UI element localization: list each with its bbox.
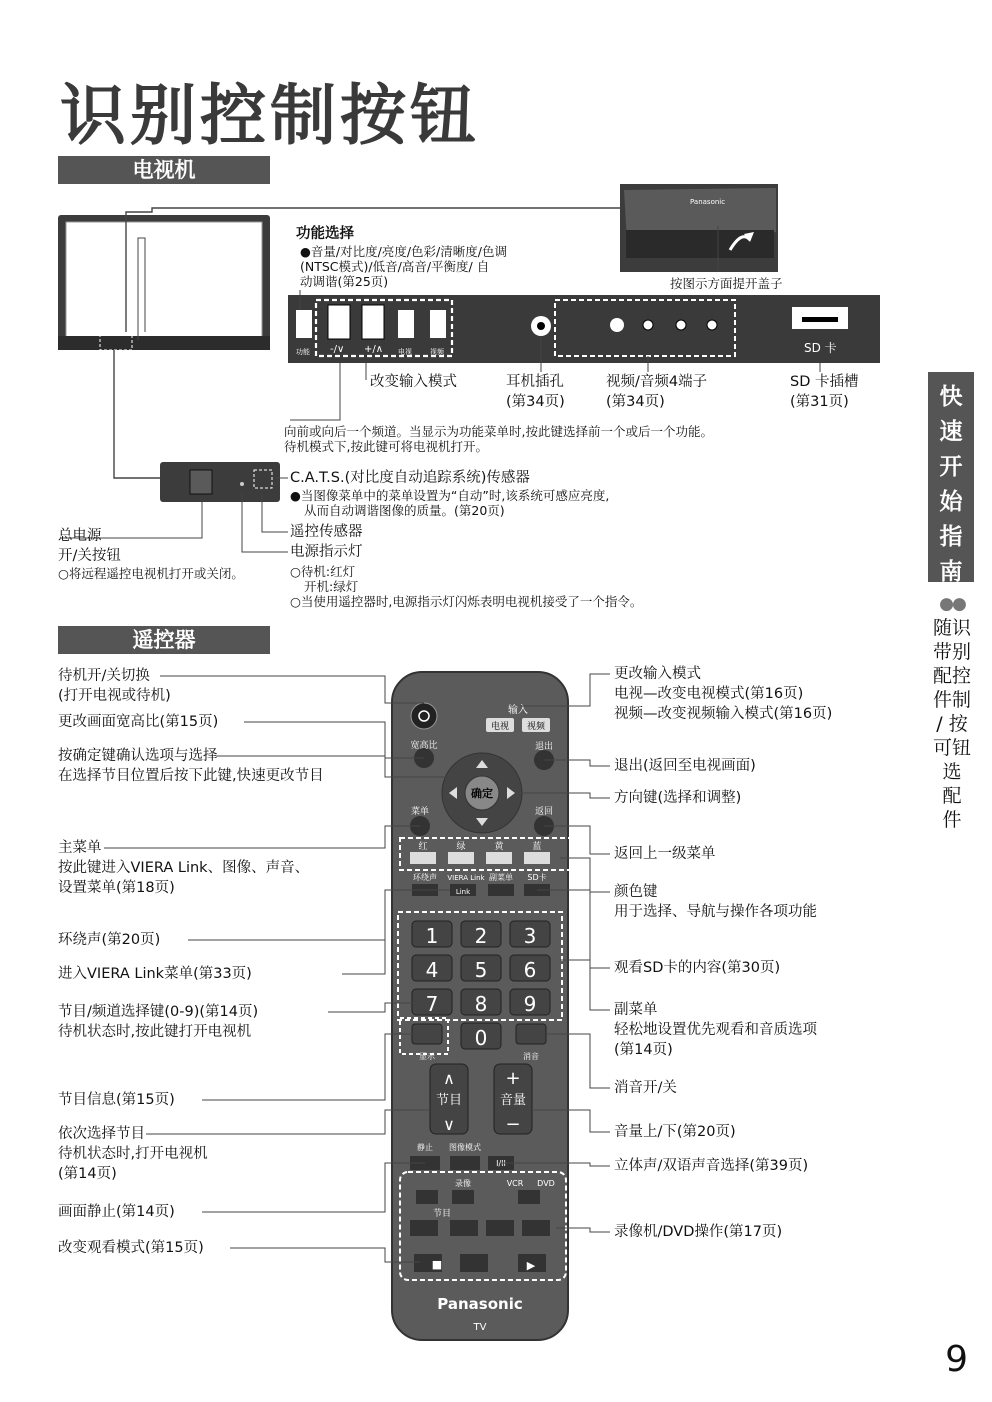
label-line: 向前或向后一个频道。当显示为功能菜单时,按此键选择前一个或后一个功能。 (284, 424, 713, 439)
remote-right-callout (614, 882, 817, 922)
side-sub-text: 随识 带别 配控 件制 / 按 可钮 选 配 件 (932, 617, 971, 831)
remote-right-callout (614, 1078, 677, 1098)
red-button[interactable] (410, 852, 436, 864)
label-line: ○待机:红灯 (290, 564, 356, 579)
next-channel-button[interactable] (450, 1220, 478, 1236)
link-key-label: Link (455, 888, 471, 896)
panel-brand-text: Panasonic (690, 198, 726, 206)
submenu-key-label: 副菜单 (489, 873, 513, 882)
digit-label: 7 (425, 992, 439, 1016)
svg-text:+: + (505, 1068, 521, 1089)
section-remote: 遥控器 (58, 626, 270, 654)
label-line: 录像机/DVD操作(第17页) (614, 1224, 783, 1240)
label-line: 主菜单 (58, 840, 102, 856)
label-line: 开/关按钮 (58, 548, 121, 564)
digit-label: 9 (523, 992, 537, 1016)
label-line: 在选择节目位置后按下此键,快速更改节目 (58, 768, 324, 784)
remote-left-callout (58, 1002, 258, 1042)
label-line: 视频—改变视频输入模式(第16页) (614, 706, 833, 722)
remote-left-callout (58, 746, 324, 786)
label-line: SD 卡插槽 (790, 374, 859, 390)
remote-right-callout (614, 1000, 817, 1060)
label-line: 返回上一级菜单 (614, 846, 716, 862)
label-line: 观看SD卡的内容(第30页) (614, 960, 781, 976)
remote-left-callout (58, 1090, 175, 1110)
remote-left-callout (58, 930, 160, 950)
green-key-label: 绿 (456, 842, 466, 852)
vcr-key-label: VCR (506, 1179, 524, 1188)
tv-panel-label: 电视 (398, 348, 412, 356)
remote-model-label: TV (473, 1322, 487, 1333)
exit-key-label: 退出 (534, 742, 554, 752)
freeze-key-label: 静止 (417, 1143, 433, 1152)
side-tab-label: 快速开始指南 (939, 384, 963, 585)
digit-label: 5 (474, 958, 488, 982)
label-line: 按此键进入VIERA Link、图像、声音、 (58, 860, 310, 876)
func-desc-line: (NTSC模式)/低音/高音/平衡度/ 自 (300, 259, 490, 274)
label-line: 立体声/双语声音选择(第39页) (614, 1158, 809, 1174)
mute-key-label: 消音 (523, 1052, 539, 1061)
remote-left-callout (58, 712, 218, 732)
remote-right-callout (614, 1222, 782, 1242)
label-line: 用于选择、导航与操作各项功能 (614, 904, 817, 920)
cover-note: 按图示方面提开盖子 (670, 276, 783, 291)
ch-panel-label: -/∨ (330, 344, 345, 355)
return-key-label: 返回 (534, 807, 554, 817)
label-line: 消音开/关 (614, 1080, 677, 1096)
input-mode-label: 改变输入模式 (370, 374, 457, 390)
dvd-key-label: DVD (537, 1179, 555, 1188)
remote-left-callout (58, 964, 252, 984)
stereo-key-label: I/II (496, 1159, 506, 1168)
label-line: (第34页) (606, 394, 665, 410)
sd-key-label: SD卡 (527, 873, 547, 882)
label-line: 待机状态时,打开电视机 (58, 1146, 208, 1162)
remote-right-callout (614, 844, 716, 864)
label-line: (第14页) (58, 1166, 117, 1182)
rewind-button[interactable] (486, 1220, 514, 1236)
menu-key-label: 菜单 (410, 807, 430, 817)
label-line: 待机开/关切换 (58, 668, 150, 684)
digit-label: 8 (474, 992, 488, 1016)
page-title: 识别控制按钮 (60, 77, 480, 154)
remote-right-callout (614, 958, 780, 978)
remote-right-callout (614, 756, 756, 776)
green-button[interactable] (448, 852, 474, 864)
sd-panel-label: SD 卡 (804, 341, 837, 355)
label-line: 环绕声(第20页) (58, 932, 161, 948)
submenu-button[interactable] (488, 884, 514, 896)
label-line: 轻松地设置优先观看和音质选项 (614, 1022, 817, 1038)
label-line: 耳机插孔 (506, 374, 564, 390)
label-line: 按确定键确认选项与选择 (58, 748, 218, 764)
label-line: ○当使用遥控器时,电源指示灯闪烁表明电视机接受了一个指令。 (290, 594, 643, 609)
digit-label: 3 (523, 924, 537, 948)
label-line: ○将远程遥控电视机打开或关闭。 (58, 566, 244, 581)
svg-text:■: ■ (431, 1258, 443, 1271)
digit-label: 1 (425, 924, 439, 948)
picture-mode-button[interactable] (450, 1156, 480, 1170)
record-button[interactable] (452, 1190, 474, 1204)
remote-right-callout (614, 1156, 808, 1176)
blue-button[interactable] (524, 852, 550, 864)
ok-key-label: 确定 (471, 787, 493, 800)
func-title: 功能选择 (296, 226, 354, 242)
svg-text:▶: ▶ (526, 1259, 536, 1272)
label-line: 方向键(选择和调整) (614, 790, 742, 806)
remote-left-callout (58, 1202, 175, 1222)
label-line: 进入VIERA Link菜单(第33页) (58, 966, 252, 982)
remote-right-callout (614, 1122, 736, 1142)
label-line: 总电源 (58, 528, 102, 544)
power-indicator-label: 电源指示灯 (290, 544, 363, 560)
label-line: 更改画面宽高比(第15页) (58, 714, 219, 730)
page-number: 9 (945, 1339, 968, 1380)
tv-key-label: 电视 (490, 722, 510, 732)
label-line: 节目/频道选择键(0-9)(第14页) (58, 1004, 259, 1020)
prev-channel-button[interactable] (410, 1220, 438, 1236)
digit-label: 6 (523, 958, 537, 982)
label-line: 改变观看模式(第15页) (58, 1240, 204, 1256)
remote-right-callout (614, 664, 832, 724)
cats-label: C.A.T.S.(对比度自动追踪系统)传感器 (290, 470, 530, 486)
digit-label: 0 (474, 1026, 488, 1050)
viera-key-label: VIERA Link (447, 874, 485, 882)
remote-left-callout (58, 838, 309, 898)
display-key-label: 显示 (419, 1052, 435, 1061)
label-line: 画面静止(第14页) (58, 1204, 175, 1220)
leader-line (160, 676, 424, 703)
remote-left-callout (58, 1238, 204, 1258)
mute-button[interactable] (516, 1024, 546, 1044)
vcr-dvd-switch[interactable] (518, 1190, 540, 1204)
digit-label: 4 (425, 958, 439, 982)
av-key-label: 视频 (526, 722, 546, 732)
remote-sensor-label: 遥控传感器 (290, 524, 363, 540)
label-line: 更改输入模式 (614, 666, 701, 682)
label-line: 颜色键 (614, 884, 658, 900)
svg-text:−: − (505, 1114, 521, 1135)
section-tv: 电视机 (58, 156, 270, 184)
dots-icon: ●● (939, 594, 965, 614)
svg-text:∧: ∧ (443, 1069, 455, 1088)
label-line: 节目信息(第15页) (58, 1092, 175, 1108)
aspect-key-label: 宽高比 (410, 741, 438, 751)
remote-left-callout (58, 666, 171, 706)
svg-text:∨: ∨ (443, 1115, 455, 1134)
yellow-button[interactable] (486, 852, 512, 864)
vcr-dvd-button[interactable] (416, 1190, 438, 1204)
label-line: (第31页) (790, 394, 849, 410)
mode-key-label: 图像模式 (449, 1143, 481, 1152)
label-line: (打开电视或待机) (58, 688, 171, 704)
surround-key-label: 环绕声 (413, 873, 437, 882)
label-line: 视频/音频4端子 (606, 374, 708, 390)
label-line: 待机状态时,按此键打开电视机 (58, 1024, 252, 1040)
func-panel-label: 功能 (296, 348, 310, 356)
label-line: (第34页) (506, 394, 565, 410)
rec-key-label: 录像 (455, 1179, 471, 1188)
ch-small-key-label: 节目 (432, 1209, 452, 1219)
label-line: 开机:绿灯 (304, 579, 359, 594)
av-panel-label: 视频 (430, 348, 444, 356)
label-line: 退出(返回至电视画面) (614, 758, 756, 774)
input-key-label: 输入 (508, 705, 528, 716)
label-line: 音量上/下(第20页) (614, 1124, 736, 1140)
remote-right-callout (614, 788, 741, 808)
ch-key-label: 节目 (435, 1093, 463, 1108)
power-button[interactable] (411, 703, 437, 729)
label-line: 待机模式下,按此键可将电视机打开。 (284, 439, 488, 454)
vol-panel-label: +/∧ (364, 344, 384, 355)
func-desc-line: ●音量/对比度/亮度/色彩/清晰度/色调 (300, 244, 507, 259)
pause-button[interactable] (460, 1254, 488, 1272)
digit-label: 2 (474, 924, 488, 948)
remote-left-callout (58, 1124, 208, 1184)
yellow-key-label: 黄 (494, 842, 504, 852)
label-line: 电视—改变电视模式(第16页) (614, 686, 804, 702)
label-line: ●当图像菜单中的菜单设置为“自动”时,该系统可感应亮度, (290, 488, 610, 503)
red-key-label: 红 (418, 842, 428, 852)
label-line: 依次选择节目 (58, 1126, 145, 1142)
label-line: 从而自动调谐图像的质量。(第20页) (304, 503, 505, 518)
label-line: 副菜单 (614, 1002, 658, 1018)
func-desc-line: 动调谐(第25页) (300, 274, 389, 289)
remote-brand-label: Panasonic (437, 1295, 523, 1313)
vol-key-label: 音量 (499, 1093, 527, 1108)
ffwd-button[interactable] (522, 1220, 550, 1236)
blue-key-label: 蓝 (532, 842, 542, 852)
label-line: (第14页) (614, 1042, 673, 1058)
label-line: 设置菜单(第18页) (58, 880, 175, 896)
